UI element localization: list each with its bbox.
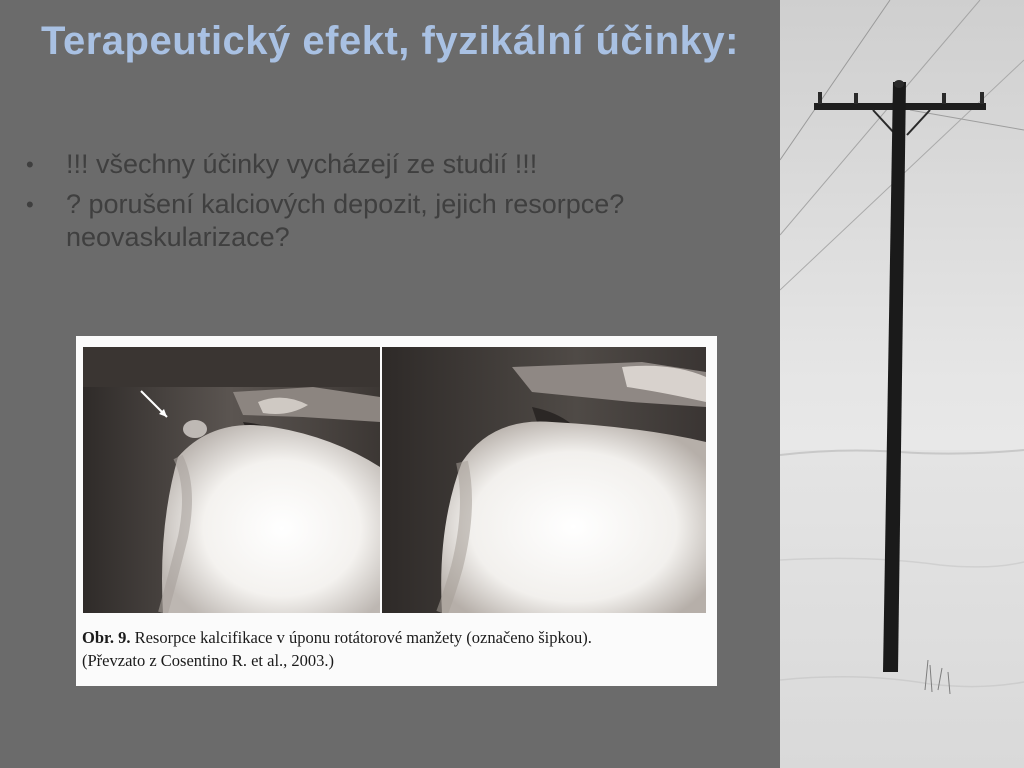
figure-caption xyxy=(82,626,710,672)
bullet-icon: • xyxy=(26,192,34,217)
caption-line-1: Resorpce kalcifikace v úponu rotátorové manžety (označeno šipkou). xyxy=(134,628,592,647)
slide-title: Terapeutický efekt, fyzikální účinky: xyxy=(40,19,739,63)
bullet-item xyxy=(26,188,726,254)
bullet-list xyxy=(26,148,726,261)
bullet-text: ? porušení kalciových depozit, jejich resorpce? neovaskularizace? xyxy=(66,189,625,252)
caption-label: Obr. 9. xyxy=(82,628,131,647)
telephone-pole-photo xyxy=(780,0,1024,768)
bullet-item xyxy=(26,148,726,181)
bullet-icon: • xyxy=(26,152,34,177)
xray-figure xyxy=(76,336,717,686)
caption-line-2: (Převzato z Cosentino R. et al., 2003.) xyxy=(82,651,335,670)
xray-image-after xyxy=(382,347,706,613)
bullet-text: !!! všechny účinky vycházejí ze studií !!! xyxy=(66,149,538,179)
xray-image-before xyxy=(83,347,380,613)
